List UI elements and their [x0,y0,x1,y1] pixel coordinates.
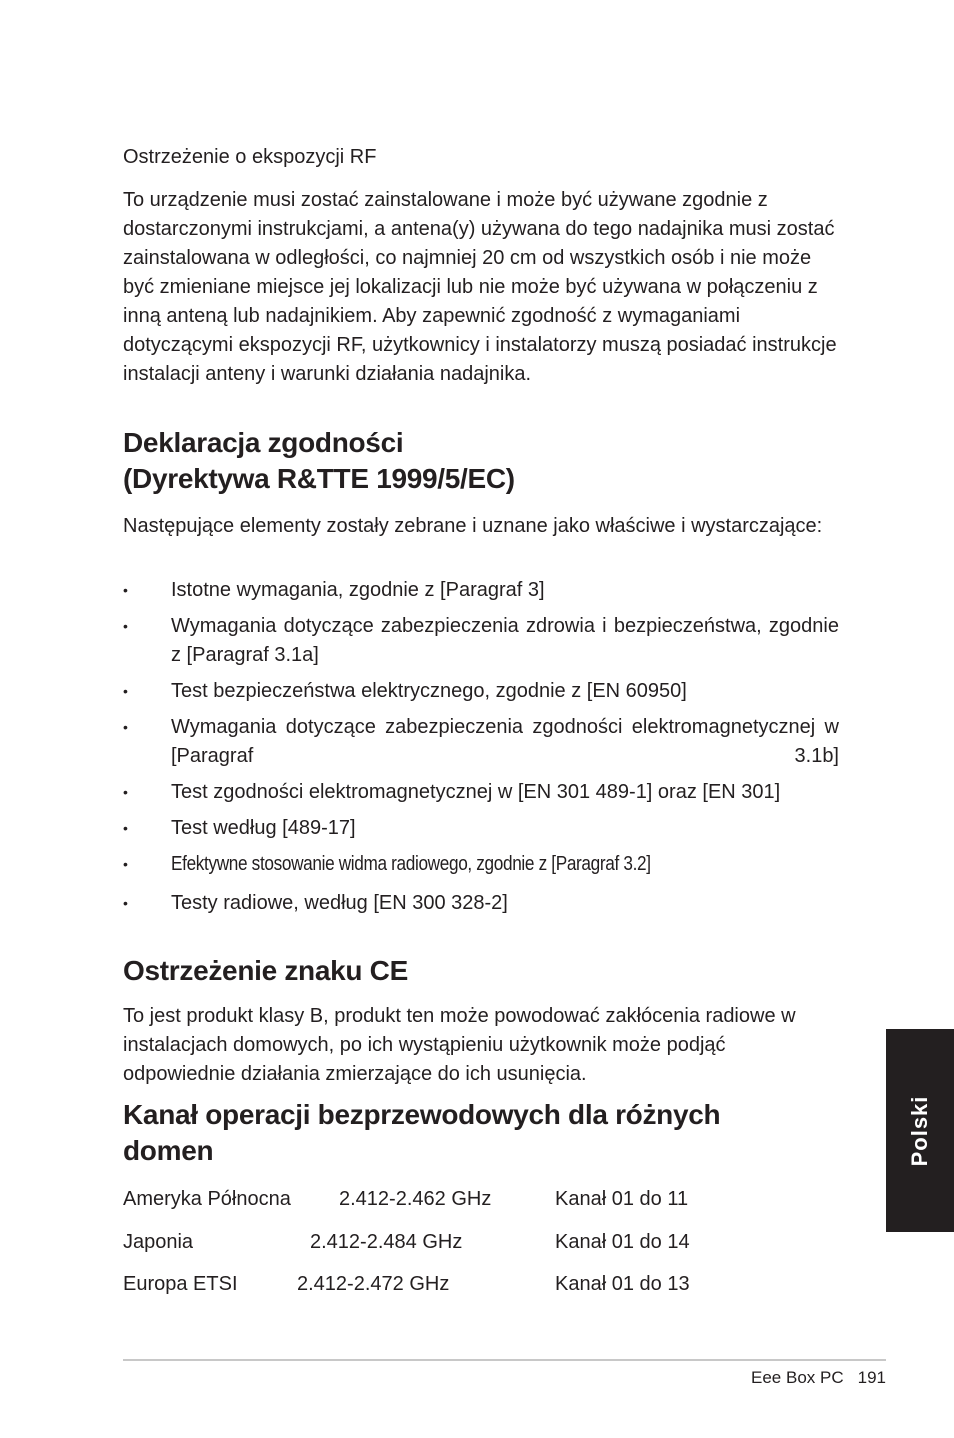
language-side-tab-label: Polski [907,1095,932,1166]
rf-warning-title: Ostrzeżenie o ekspozycji RF [123,146,377,168]
rf-warning-body: To urządzenie musi zostać zainstalowane i może być używane zgodnie z dostarczonymi instrukcjami, a antena(y) używana do tego nadajnika musi zostać zainstalowana w odległości, co najmniej 20 cm od wszystkich osób i nie może być zmieniane miejsce jej lokalizacji lub nie może być używana w połączeniu z inną anteną lub nadajnikiem. Aby zapewnić zgodność z wymaganiami dotyczącymi ekspozycji RF, użytkownicy i instalatorzy muszą posiadać instrukcje instalacji anteny i warunki działania nadajnika. [123,189,837,385]
bullet-icon: • [123,856,128,872]
list-item [123,612,839,670]
domain-row [123,1269,723,1299]
domain-region: Japonia [123,1231,194,1253]
list-item-text: Testy radiowe, według [EN 300 328-2] [171,892,508,914]
list-item [123,677,839,706]
declaration-heading-line2: (Dyrektywa R&TTE 1999/5/EC) [123,463,515,494]
language-side-tab [886,1029,954,1232]
list-item [123,889,839,918]
channels-heading [123,1097,823,1169]
domain-channels: Kanał 01 do 13 [555,1273,690,1295]
domain-row [123,1184,723,1214]
list-item-text: Test zgodności elektromagnetycznej w [EN 301 489-1] oraz [EN 301] [171,781,781,803]
declaration-list [123,576,839,918]
domain-channels: Kanał 01 do 14 [555,1231,690,1253]
list-item-text: Test według [489-17] [171,817,356,839]
ce-warning-heading: Ostrzeżenie znaku CE [123,955,408,986]
bullet-icon: • [123,683,128,699]
bullet-icon: • [123,582,128,598]
footer-divider [123,1359,886,1361]
ce-warning-body: To jest produkt klasy B, produkt ten może powodować zakłócenia radiowe w instalacjach domowych, po ich wystąpieniu użytkownik może podjąć odpowiednie działania zmierzające do ich usunięcia. [123,1005,796,1085]
domain-frequency: 2.412-2.462 GHz [339,1188,492,1210]
footer-product-name: Eee Box PC [751,1368,844,1387]
list-item [123,850,839,879]
list-item-text: Test bezpieczeństwa elektrycznego, zgodnie z [EN 60950] [171,680,687,702]
list-item [123,814,839,843]
domain-region: Europa ETSI [123,1273,238,1295]
list-item-text: Istotne wymagania, zgodnie z [Paragraf 3] [171,579,545,601]
list-item [123,713,839,771]
domain-frequency: 2.412-2.472 GHz [297,1273,450,1295]
list-item [123,576,839,605]
bullet-icon: • [123,618,128,634]
channels-heading-line1: Kanał operacji bezprzewodowych dla różnych [123,1099,721,1130]
list-item-text: Wymagania dotyczące zabezpieczenia zgodności elektromagnetycznej w [Paragraf 3.1b] [171,716,839,767]
declaration-heading-line1: Deklaracja zgodności [123,427,404,458]
list-item [123,778,839,807]
channels-heading-line2: domen [123,1135,214,1166]
domain-channels: Kanał 01 do 11 [555,1188,689,1210]
bullet-icon: • [123,719,128,735]
domain-row [123,1227,723,1257]
domain-region: Ameryka Północna [123,1188,291,1210]
list-item-text: Efektywne stosowanie widma radiowego, zgodnie z [Paragraf 3.2] [171,853,651,875]
bullet-icon: • [123,820,128,836]
page-number: 191 [857,1368,886,1387]
page-footer [751,1367,886,1389]
bullet-icon: • [123,784,128,800]
declaration-intro: Następujące elementy zostały zebrane i uznane jako właściwe i wystarczające: [123,515,823,537]
declaration-heading [123,425,515,497]
bullet-icon: • [123,895,128,911]
list-item-text: Wymagania dotyczące zabezpieczenia zdrowia i bezpieczeństwa, zgodnie z [Paragraf 3.1a] [171,615,839,666]
domain-frequency: 2.412-2.484 GHz [310,1231,463,1253]
